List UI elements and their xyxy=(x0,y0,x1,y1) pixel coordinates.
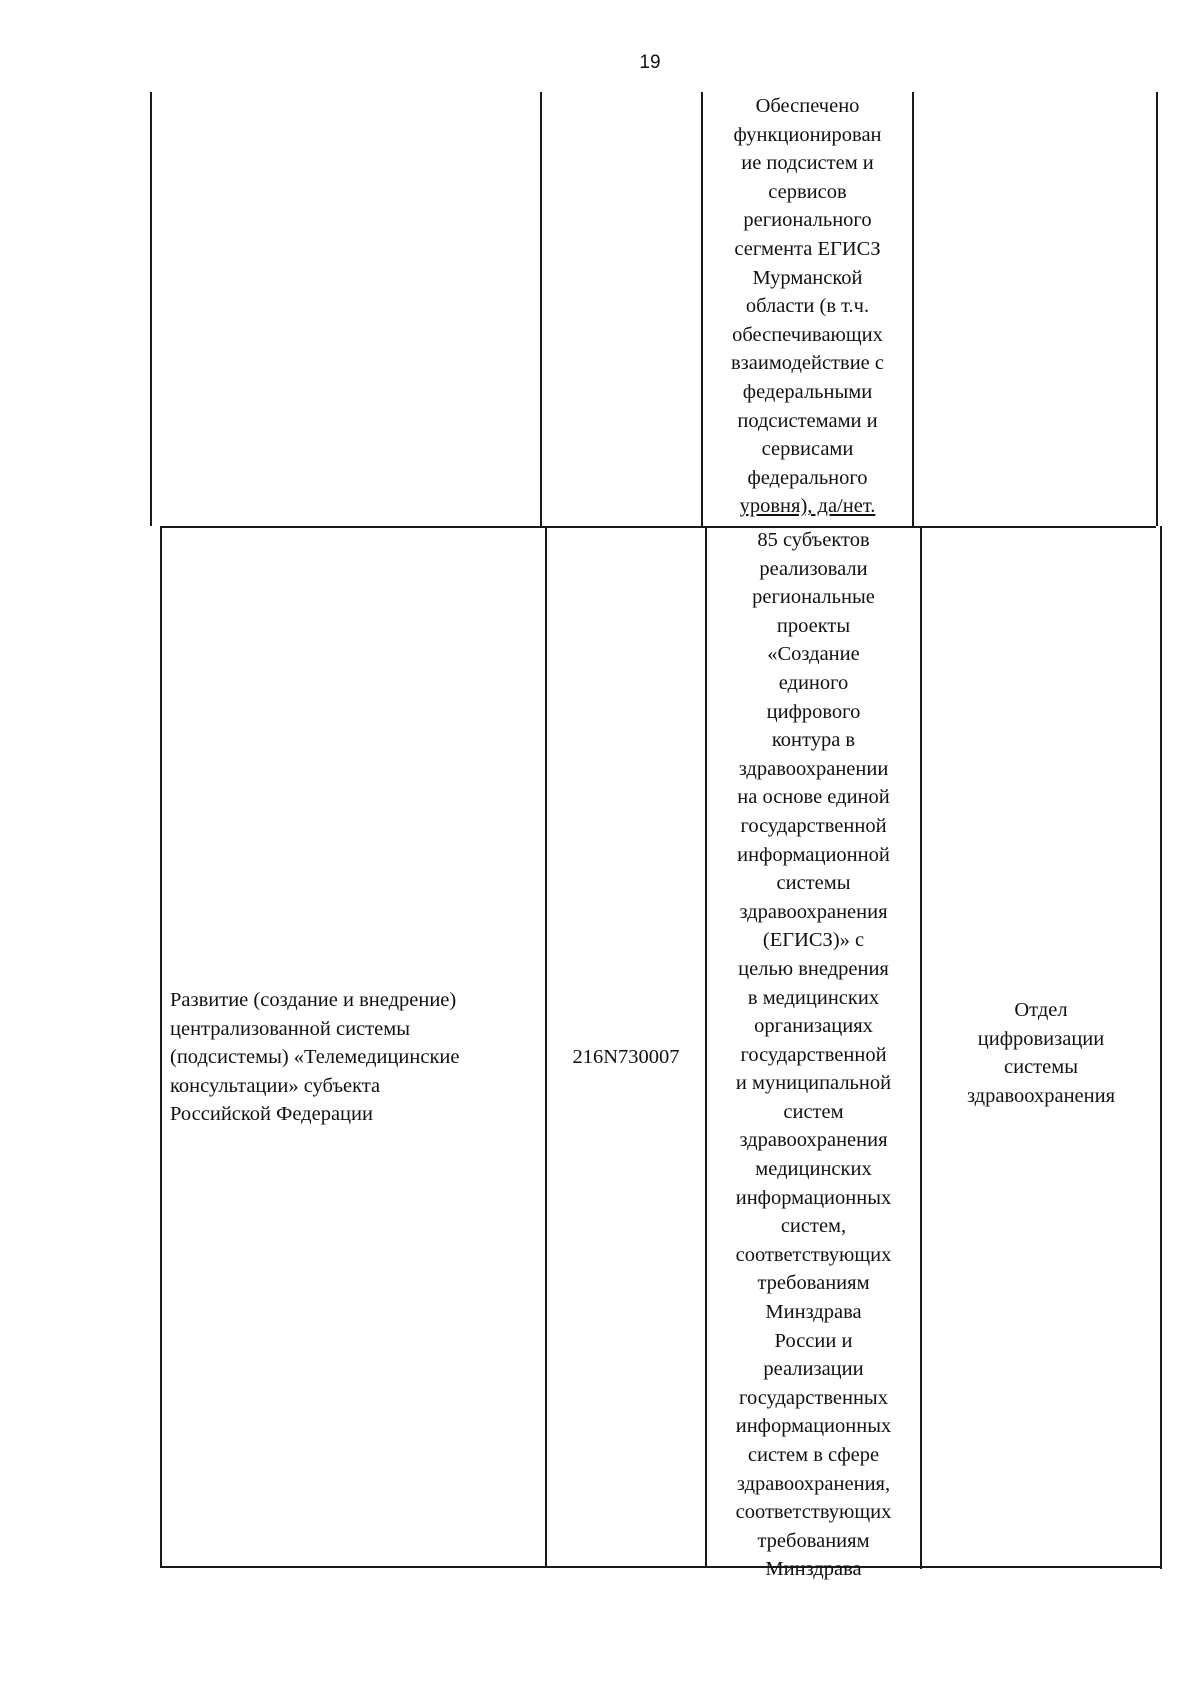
text-line: систем, xyxy=(780,1215,847,1238)
table-row-separator xyxy=(160,526,1156,528)
text-line: здравоохранения xyxy=(739,900,888,923)
text-line: систем в сфере xyxy=(747,1444,880,1466)
text-line: реализовали xyxy=(759,557,868,580)
text-line: Обеспечено xyxy=(755,95,860,117)
text-line: информационной xyxy=(737,843,890,866)
text-line: России и xyxy=(774,1329,853,1352)
text-line: регионального xyxy=(743,209,872,232)
table-line-v2-top xyxy=(540,92,542,526)
text-line: проекты xyxy=(776,614,851,637)
text-line: государственной xyxy=(740,814,887,837)
text-line: сервисами xyxy=(761,438,854,461)
text-line: медицинских xyxy=(755,1158,872,1181)
text-line: единого xyxy=(778,671,849,694)
table-line-v4-top xyxy=(912,92,914,526)
text-line: обеспечивающих xyxy=(732,323,883,346)
text-line: здравоохранения xyxy=(739,1129,888,1152)
text-line: Развитие (создание и внедрение) xyxy=(170,989,457,1011)
text-line: «Создание xyxy=(767,643,860,666)
text-line: цифровизации xyxy=(977,1027,1105,1050)
text-line: цифрового xyxy=(766,700,861,723)
text-line: уровня), да/нет. xyxy=(739,495,876,518)
text-line: подсистемами и xyxy=(737,409,878,432)
text-line: требованиям xyxy=(757,1529,870,1552)
table-line-v1-bottom xyxy=(160,526,162,1567)
text-line: консультации» субъекта xyxy=(170,1074,381,1097)
text-line: здравоохранении xyxy=(738,757,889,780)
text-line: федерального xyxy=(747,466,868,489)
text-line: (ЕГИСЗ)» с xyxy=(762,929,865,952)
text-line: требованиям xyxy=(757,1272,870,1295)
row2-responsible xyxy=(922,996,1160,1110)
text-line: организациях xyxy=(754,1015,873,1038)
text-line: в медицинских xyxy=(747,986,880,1009)
table-bottom-border xyxy=(160,1566,1162,1568)
text-line: государственной xyxy=(740,1043,887,1066)
text-line: здравоохранения, xyxy=(736,1472,891,1495)
text-line: целью внедрения xyxy=(738,957,889,980)
text-line: информационных xyxy=(735,1186,892,1209)
text-line: системы xyxy=(776,872,851,895)
text-line: информационных xyxy=(735,1415,892,1438)
text-line: здравоохранения xyxy=(966,1084,1116,1107)
text-line: контура в xyxy=(771,729,856,752)
text-line: государственных xyxy=(739,1386,888,1409)
row1-indicator xyxy=(703,92,912,521)
text-line: реализации xyxy=(763,1358,864,1381)
table-line-v5-bottom xyxy=(1160,526,1162,1569)
text-line: и муниципальной xyxy=(735,1072,892,1095)
text-line: сегмента ЕГИСЗ xyxy=(734,237,881,260)
table-line-v5-top xyxy=(1156,92,1158,526)
text-line: Отдел xyxy=(1014,999,1068,1021)
text-line: системы xyxy=(1004,1056,1078,1079)
text-line: федеральными xyxy=(742,380,873,403)
row2-name xyxy=(170,986,542,1129)
text-line: 85 субъектов xyxy=(757,529,870,551)
text-line: соответствующих xyxy=(735,1501,892,1524)
page-number: 19 xyxy=(639,52,661,73)
text-line: области (в т.ч. xyxy=(745,295,870,318)
text-line: ие подсистем и xyxy=(741,152,874,175)
row2-code: 216N730007 xyxy=(572,1046,680,1068)
text-line: взаимодействие с xyxy=(730,352,884,375)
text-line: региональные xyxy=(752,586,875,609)
table-line-v1-top xyxy=(150,92,152,526)
text-line: на основе единой xyxy=(737,786,890,809)
text-line: Минздрава xyxy=(765,1301,862,1324)
row2-indicator xyxy=(707,526,920,1584)
text-line: систем xyxy=(783,1100,844,1123)
text-line: централизованной системы xyxy=(170,1017,410,1040)
text-line: Минздрава xyxy=(765,1558,862,1581)
text-line: Российской Федерации xyxy=(170,1103,373,1126)
text-line: Мурманской xyxy=(752,266,863,289)
text-line: (подсистемы) «Телемедицинские xyxy=(170,1046,460,1069)
text-line: сервисов xyxy=(768,180,847,203)
text-line: функционирован xyxy=(733,123,882,146)
text-line: соответствующих xyxy=(735,1243,892,1266)
